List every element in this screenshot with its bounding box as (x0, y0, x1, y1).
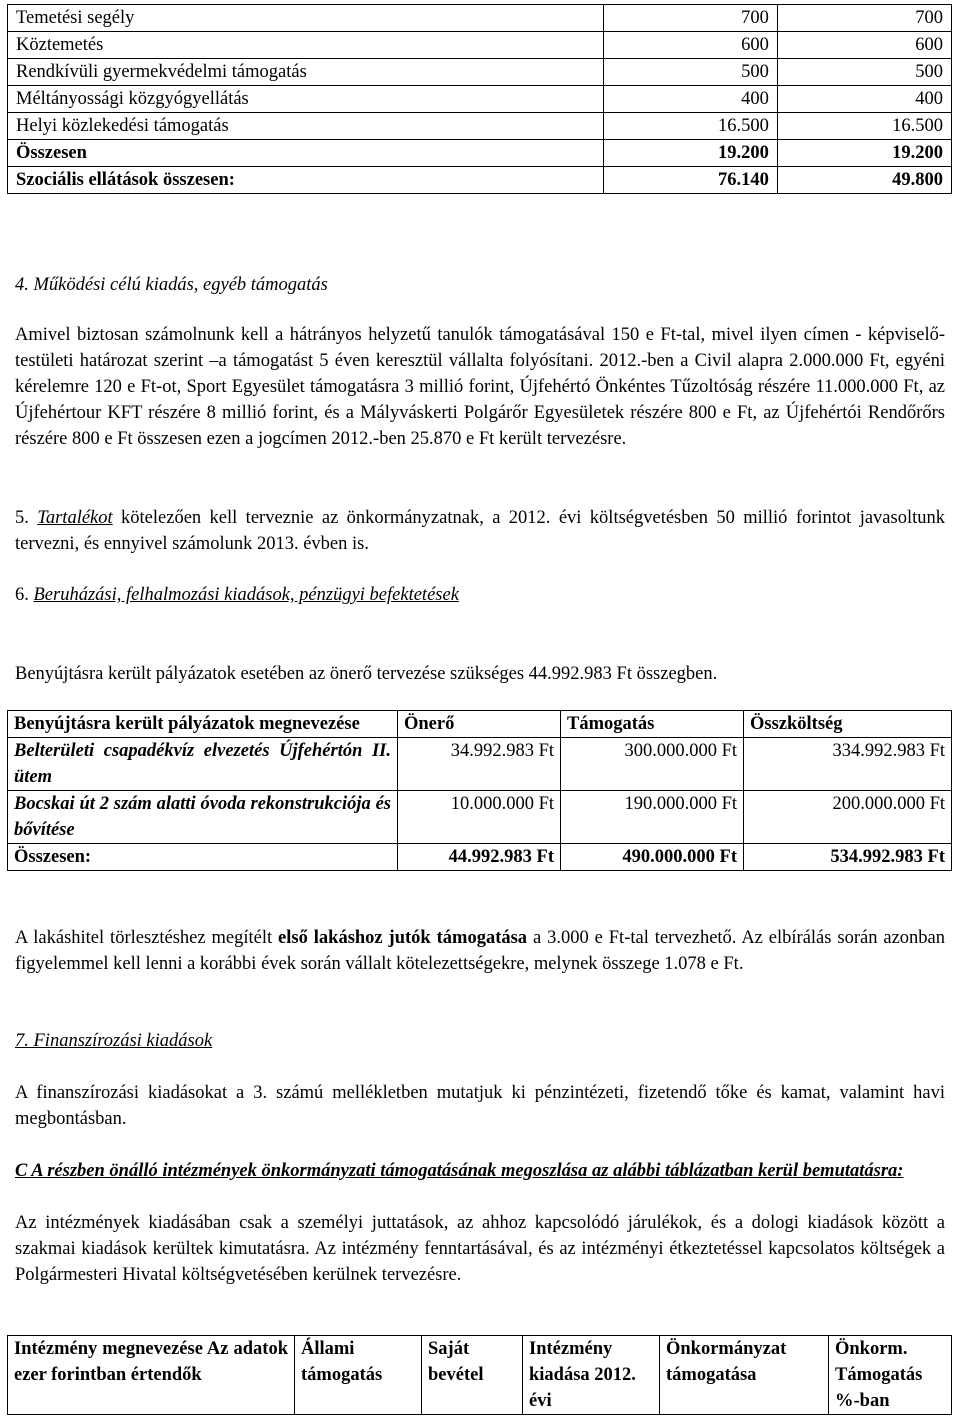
project-grant: 300.000.000 Ft (561, 738, 744, 791)
sum-label: Összesen: (8, 844, 398, 871)
row-value-a: 700 (603, 5, 777, 32)
projects-sum-row (8, 844, 952, 871)
table-row (8, 113, 952, 140)
inst-col-own-income: Saját bevétel (422, 1336, 523, 1415)
row-label: Méltányossági közgyógyellátás (8, 86, 604, 113)
row-value-a: 16.500 (603, 113, 777, 140)
row-label: Köztemetés (8, 32, 604, 59)
institutions-table (7, 1335, 952, 1415)
section-c-paragraph: Az intézmények kiadásában csak a személyi juttatások, az ahhoz kapcsolódó járulékok, és a dologi kiadások között a szakmai kiadások kerültek kimutatásra. Az intézmény fenntartásával, és az intézményi étkeztetéssel kapcsolatos költségek a Polgármesteri Hivatal költségvetésében kerülnek tervezésre. (15, 1213, 945, 1285)
housing-text-2: a 3.000 e Ft-tal tervezhető. Az elbírálás során azonban figyelemmel kell lenni a korábbi évek során vállalt kötelezettségekre, melynek összege 1.078 e Ft. (15, 928, 945, 974)
row-label: Helyi közlekedési támogatás (8, 113, 604, 140)
row-label: Összesen (8, 140, 604, 167)
sum-grant: 490.000.000 Ft (561, 844, 744, 871)
housing-bold: első lakáshoz jutók támogatása (278, 928, 528, 948)
section-5-paragraph (15, 505, 945, 557)
row-label: Szociális ellátások összesen: (8, 167, 604, 194)
project-name: Belterületi csapadékvíz elvezetés Újfehértón II. ütem (8, 738, 398, 791)
header-total: Összköltség (744, 711, 952, 738)
table-row (8, 140, 952, 167)
header-grant: Támogatás (561, 711, 744, 738)
section-5-number: 5. (15, 508, 38, 528)
project-grant: 190.000.000 Ft (561, 791, 744, 844)
row-value-a: 500 (603, 59, 777, 86)
row-value-a: 19.200 (603, 140, 777, 167)
sum-total: 534.992.983 Ft (744, 844, 952, 871)
row-value-b: 19.200 (777, 140, 951, 167)
section-4-paragraph: Amivel biztosan számolnunk kell a hátrányos helyzetű tanulók támogatásával 150 e Ft-tal, mivel ilyen címen - képviselő-testületi határozat szerint –a támogatást 5 éven keresztül vállalta folyósítani. 2012.-ben a Civil alapra 2.000.000 Ft, egyéni kérelemre 120 e Ft-ot, Sport Egyesület támogatásra 3 millió forint, Újfehértó Önkéntes Tűzoltóság részére 11.000.000 Ft, az Újfehértour KFT részére 8 millió forint, és a Mályváskerti Polgárőr Egyesületek részére 800 e Ft, az Újfehértói Rendőrőrs részére 800 e Ft összesen ezen a jogcímen 2012.-ben 25.870 e Ft került tervezésre. (15, 325, 945, 449)
social-benefits-table (7, 4, 952, 194)
row-value-b: 500 (777, 59, 951, 86)
table-row (8, 791, 952, 844)
project-total: 334.992.983 Ft (744, 738, 952, 791)
row-label: Temetési segély (8, 5, 604, 32)
row-value-a: 400 (603, 86, 777, 113)
section-4-heading: 4. Működési célú kiadás, egyéb támogatás (15, 275, 328, 295)
housing-paragraph (15, 925, 945, 977)
inst-col-name: Intézmény megnevezése Az adatok ezer forintban értendők (8, 1336, 295, 1415)
section-7-paragraph: A finanszírozási kiadásokat a 3. számú mellékletben mutatjuk ki pénzintézeti, fizetendő tőke és kamat, valamint havi megbontásban. (15, 1083, 945, 1129)
institutions-header-row (8, 1336, 952, 1415)
table-row (8, 738, 952, 791)
section-7-heading: 7. Finanszírozási kiadások (15, 1031, 213, 1051)
section-6-title: Beruházási, felhalmozási kiadások, pénzügyi befektetések (33, 585, 459, 605)
section-5-title: Tartalékot (37, 508, 113, 528)
table-row (8, 59, 952, 86)
row-value-a: 76.140 (603, 167, 777, 194)
header-name: Benyújtásra került pályázatok megnevezése (8, 711, 398, 738)
section-6-paragraph: Benyújtásra került pályázatok esetében az önerő tervezése szükséges 44.992.983 Ft összegben. (15, 664, 718, 684)
section-5-text: kötelezően kell terveznie az önkormányzatnak, a 2012. évi költségvetésben 50 millió forintot javasoltunk tervezni, és ennyivel számolunk 2013. évben is. (15, 508, 945, 554)
inst-col-percent: Önkorm. Támogatás %-ban (829, 1336, 952, 1415)
inst-col-state: Állami támogatás (295, 1336, 422, 1415)
header-own: Önerő (398, 711, 561, 738)
row-value-b: 600 (777, 32, 951, 59)
table-row (8, 5, 952, 32)
row-value-b: 49.800 (777, 167, 951, 194)
section-6-number: 6. (15, 585, 34, 605)
housing-text-1: A lakáshitel törlesztéshez megítélt (15, 928, 279, 948)
projects-header-row (8, 711, 952, 738)
row-value-b: 700 (777, 5, 951, 32)
inst-col-expense: Intézmény kiadása 2012. évi (523, 1336, 660, 1415)
row-value-b: 400 (777, 86, 951, 113)
table-row (8, 32, 952, 59)
project-total: 200.000.000 Ft (744, 791, 952, 844)
project-own: 34.992.983 Ft (398, 738, 561, 791)
inst-col-municipal: Önkormányzat támogatása (660, 1336, 829, 1415)
table-row (8, 86, 952, 113)
project-name: Bocskai út 2 szám alatti óvoda rekonstrukciója és bővítése (8, 791, 398, 844)
projects-table (7, 710, 952, 871)
table-row (8, 167, 952, 194)
row-value-a: 600 (603, 32, 777, 59)
row-value-b: 16.500 (777, 113, 951, 140)
sum-own: 44.992.983 Ft (398, 844, 561, 871)
row-label: Rendkívüli gyermekvédelmi támogatás (8, 59, 604, 86)
project-own: 10.000.000 Ft (398, 791, 561, 844)
section-6-heading (15, 582, 459, 608)
section-c-heading: C A részben önálló intézmények önkormányzati támogatásának megoszlása az alábbi táblázatban kerül bemutatásra: (15, 1161, 904, 1181)
